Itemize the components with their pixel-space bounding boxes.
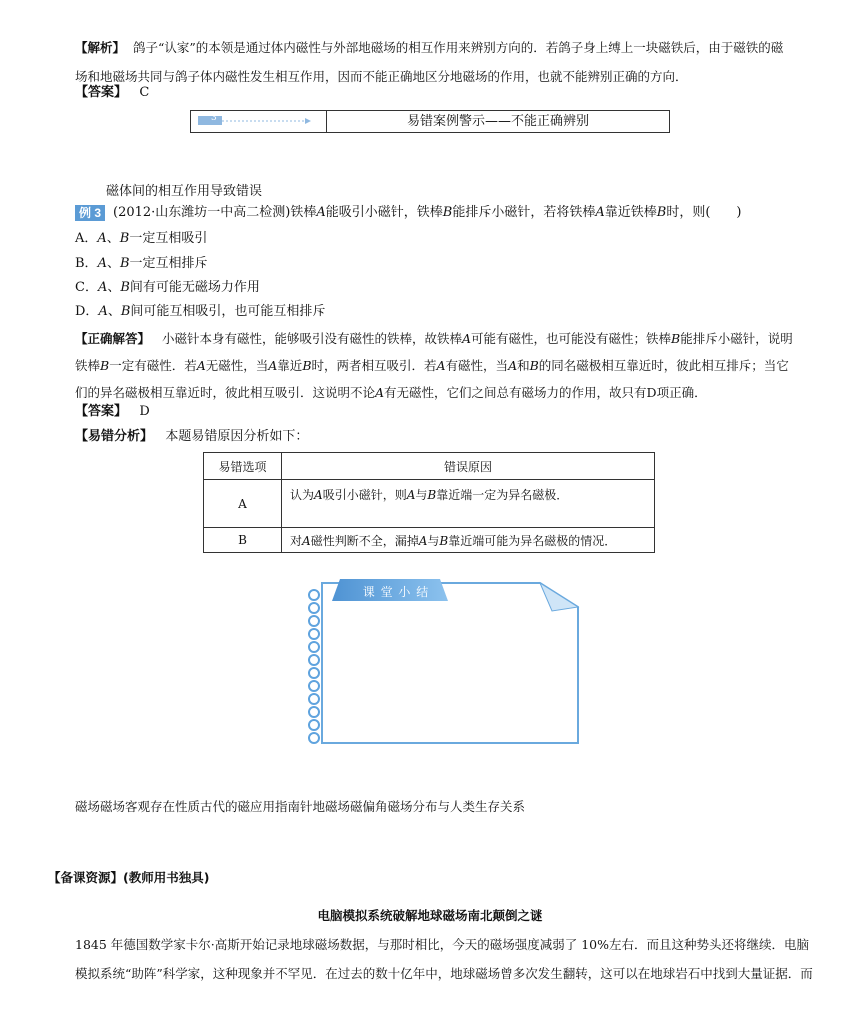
error-analysis-tag: 【易错分析】	[75, 429, 154, 444]
error-analysis: 【易错分析】 本题易错原因分析如下：	[75, 429, 309, 444]
warning-box-left	[191, 111, 327, 132]
answer-1-value: C	[139, 85, 150, 100]
warning-box	[190, 110, 670, 133]
section-title: 磁体间的相互作用导致错误	[106, 184, 263, 199]
summary-card	[300, 577, 582, 747]
error-table	[203, 452, 655, 553]
example-badge: 例 3	[75, 205, 105, 221]
analysis-line2: 场和地磁场共同与鸽子体内磁性发生相互作用，因而不能正确地区分地磁场的作用，也就不能辨别正确的方向．	[75, 69, 688, 84]
warning-badge: 3	[211, 113, 217, 123]
article-title: 电脑模拟系统破解地球磁场南北颠倒之谜	[317, 908, 543, 923]
solution-tag: 【正确解答】	[75, 331, 151, 346]
warning-box-title: 易错案例警示——不能正确辨别	[406, 114, 589, 129]
error-table-header	[204, 453, 655, 480]
notebook-icon	[300, 577, 582, 747]
concept-chain: 磁场磁场客观存在性质古代的磁应用指南针地磁场磁偏角磁场分布与人类生存关系	[75, 799, 526, 814]
table-row	[204, 528, 655, 553]
answer-2	[75, 402, 150, 422]
article-line2: 模拟系统“助阵”科学家，这种现象并不罕见．在过去的数十亿年中，地球磁场曾多次发生翻转，这可以在地球岩石中找到大量证据．而	[75, 966, 813, 981]
article-line1: 1845 年德国数学家卡尔·高斯开始记录地球磁场数据，与那时相比，今天的磁场强度减弱了 10%左右．而且这种势头还将继续．电脑	[75, 937, 810, 952]
error-table-option: A	[204, 480, 282, 528]
answer-1-tag: 【答案】	[75, 85, 128, 100]
error-table-reason: 认为A吸引小磁针，则A与B靠近端一定为异名磁极．	[282, 480, 655, 528]
answer-1	[75, 83, 149, 103]
option-c: C．A、B间有可能无磁场力作用	[75, 280, 260, 295]
analysis-tag: 【解析】	[75, 40, 126, 55]
solution-paragraph: 【正确解答】 小磁针本身有磁性，能够吸引没有磁性的铁棒，故铁棒A可能有磁性，也可能没有磁性；铁棒B能排斥小磁针，说明 铁棒B一定有磁性．若A无磁性，当A靠近B时，两者相互吸引．若A有磁性，当A和B的同名磁极相互靠近时，彼此相互排斥；当它 们的异名磁极相互靠近时，彼此相互吸引．这说明不论A有无磁性，它们之间总有磁场力的作用，故只有D项正确．	[75, 331, 793, 400]
error-table-reason: 对A磁性判断不全，漏掉A与B靠近端可能为异名磁极的情况．	[282, 528, 655, 553]
analysis-paragraph	[75, 33, 820, 91]
error-table-header-option: 易错选项	[204, 453, 282, 480]
article-paragraph	[75, 930, 820, 988]
table-row	[204, 480, 655, 528]
option-d: D．A、B间可能互相吸引，也可能互相排斥	[75, 304, 326, 319]
summary-card-title: 课 堂 小 结	[362, 585, 430, 599]
answer-2-value: D	[139, 404, 150, 419]
resource-heading: 【备课资源】(教师用书独具)	[48, 870, 210, 885]
analysis-line1: 鸽子“认家”的本领是通过体内磁性与外部地磁场的相互作用来辨别方向的．若鸽子身上缚上一块磁铁后，由于磁铁的磁	[132, 40, 784, 55]
example-stem: 例 3 (2012·山东潍坊一中高二检测)铁棒A能吸引小磁针，铁棒B能排斥小磁针，若将铁棒A靠近铁棒B时，则( )	[75, 203, 742, 223]
option-b: B．A、B一定互相排斥	[75, 256, 208, 271]
option-a: A．A、B一定互相吸引	[75, 231, 208, 246]
error-table-option: B	[204, 528, 282, 553]
error-table-header-reason: 错误原因	[282, 453, 655, 480]
answer-2-tag: 【答案】	[75, 404, 128, 419]
